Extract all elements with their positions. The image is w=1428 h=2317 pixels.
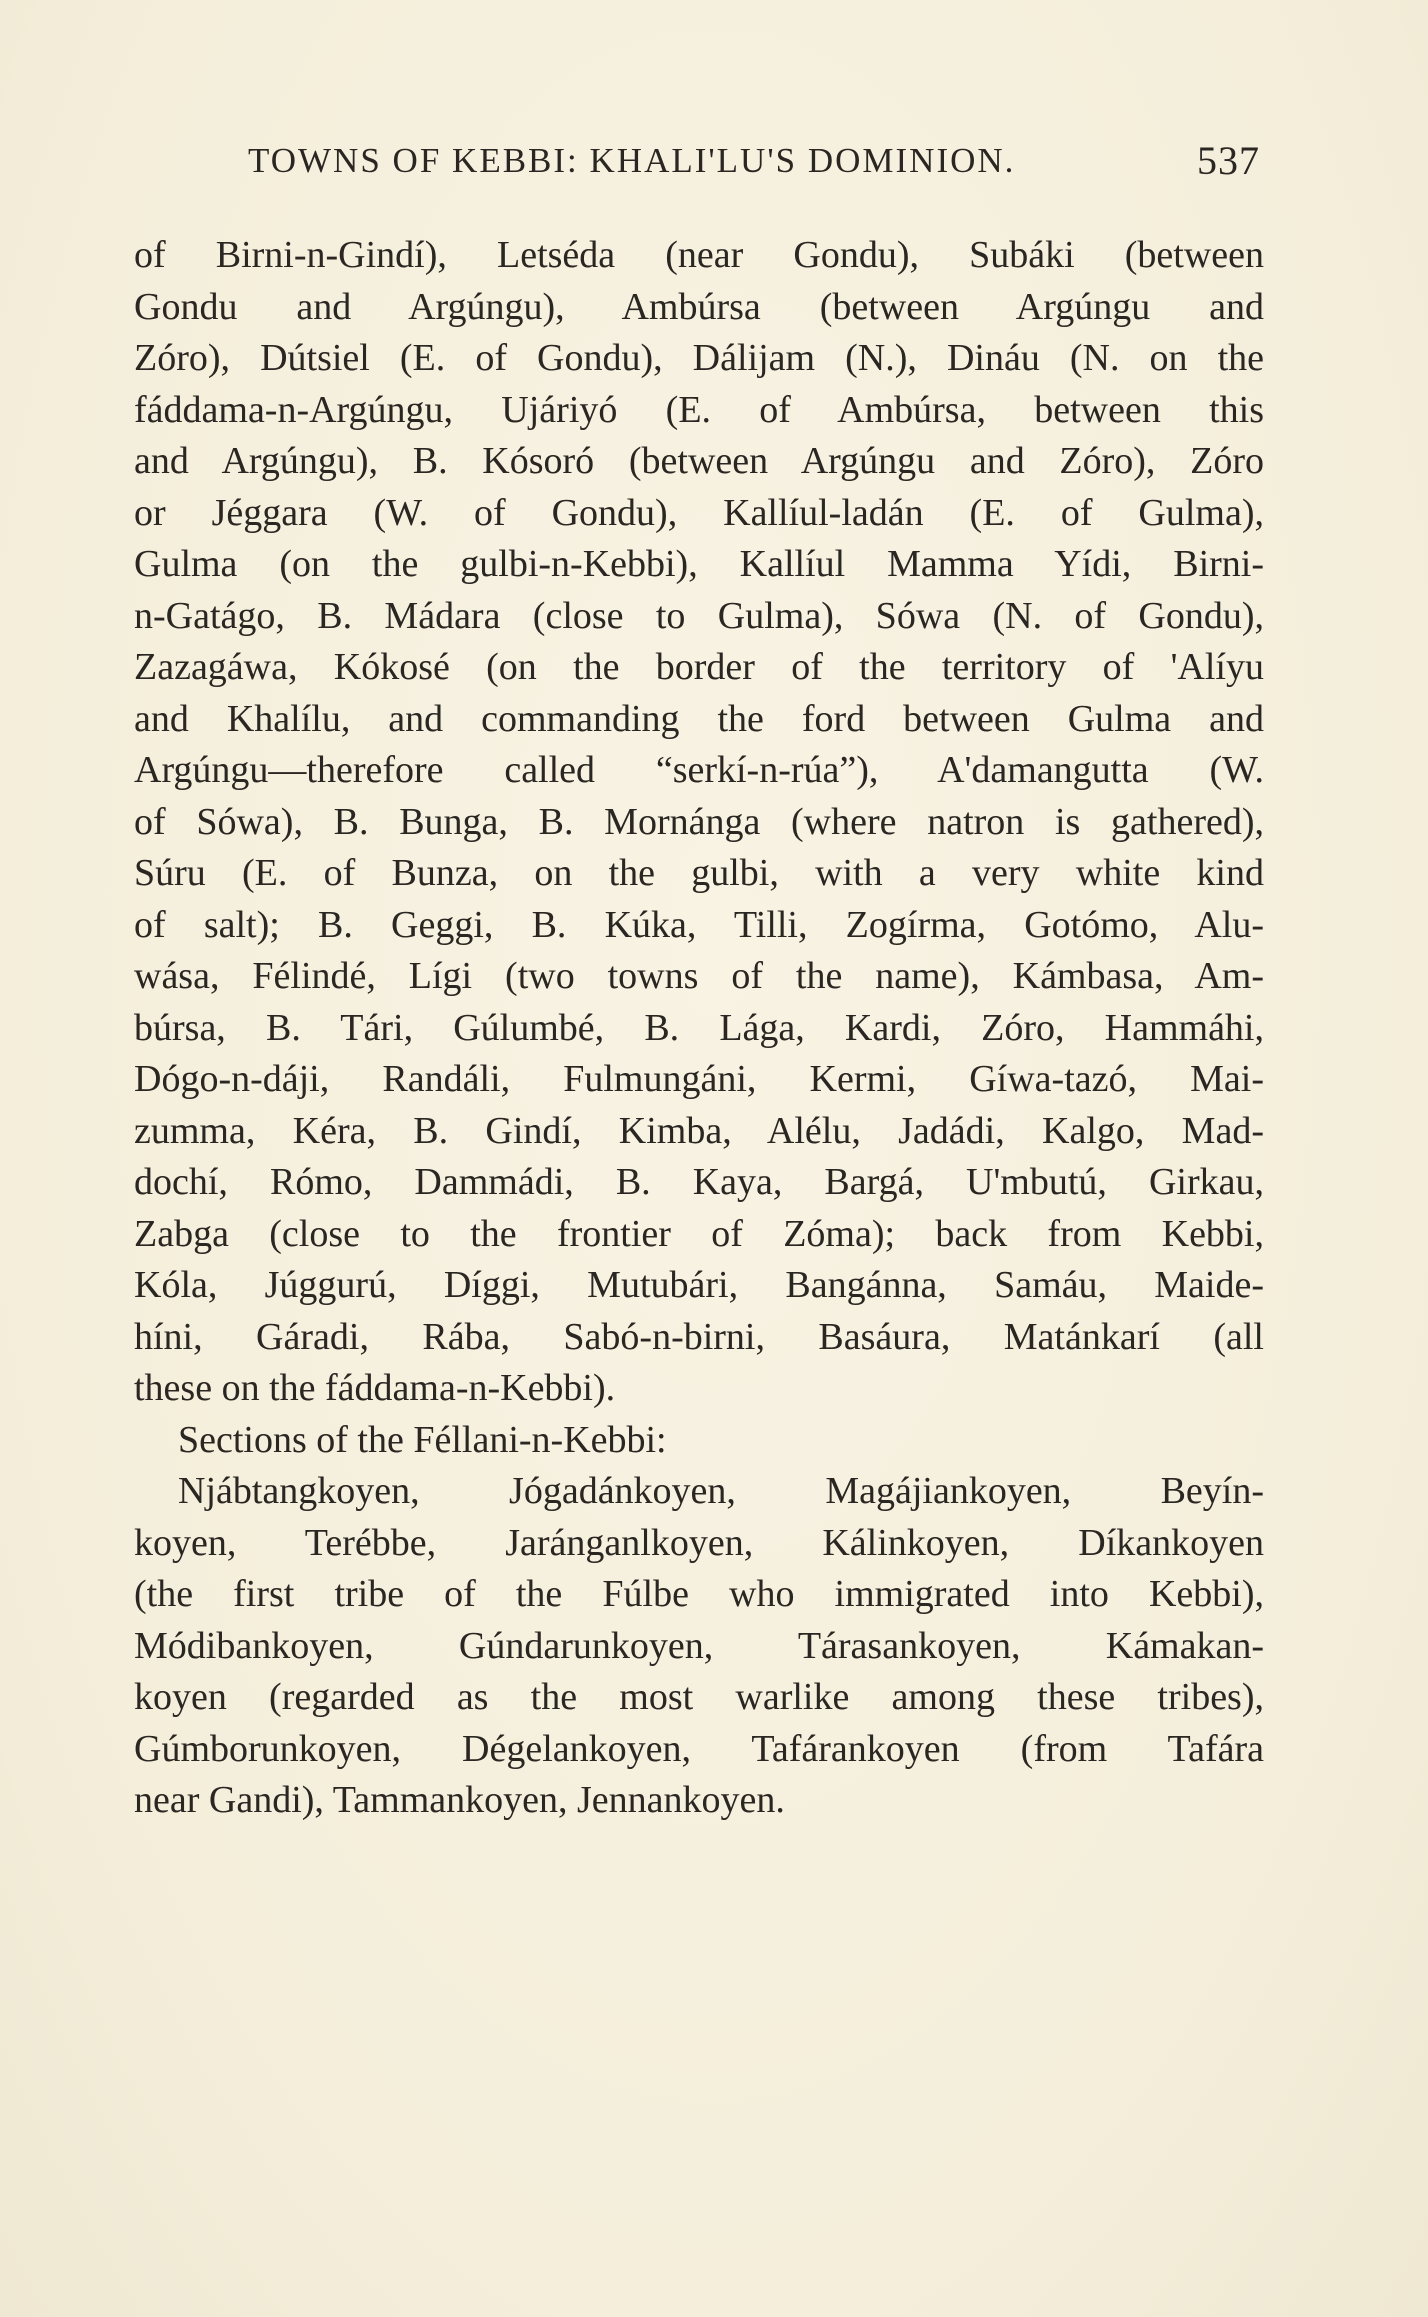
section-heading: Sections of the Féllani-n-Kebbi:: [178, 1418, 667, 1461]
text-line: Zabga (close to the frontier of Zóma); back from Kebbi,: [134, 1212, 1264, 1255]
page-number: 537: [1197, 138, 1260, 183]
text-line: n-Gatágo, B. Mádara (close to Gulma), Sówa (N. of Gondu),: [134, 594, 1264, 637]
text-line: of salt); B. Geggi, B. Kúka, Tilli, Zogírma, Gotómo, Alu-: [134, 903, 1264, 946]
paragraph-end-line: these on the fáddama-n-Kebbi).: [134, 1367, 616, 1409]
text-line: zumma, Kéra, B. Gindí, Kimba, Alélu, Jadádi, Kalgo, Mad-: [134, 1109, 1264, 1152]
text-line: dochí, Rómo, Dammádi, B. Kaya, Bargá, U'mbutú, Girkau,: [134, 1161, 1264, 1203]
text-line: fáddama-n-Argúngu, Ujáriyó (E. of Ambúrsa, between this: [134, 388, 1264, 431]
text-line: and Argúngu), B. Kósoró (between Argúngu and Zóro), Zóro: [134, 440, 1264, 482]
text-line: (the first tribe of the Fúlbe who immigrated into Kebbi),: [134, 1573, 1264, 1615]
text-line: wása, Félindé, Lígi (two towns of the name), Kámbasa, Am-: [134, 955, 1264, 997]
text-line: of Sówa), B. Bunga, B. Mornánga (where natron is gathered),: [134, 800, 1264, 843]
text-line: Njábtangkoyen, Jógadánkoyen, Magájiankoyen, Beyín-: [178, 1470, 1264, 1512]
text-line: of Birni-n-Gindí), Letséda (near Gondu), Subáki (between: [134, 234, 1264, 276]
text-line: or Jéggara (W. of Gondu), Kallíul-ladán (E. of Gulma),: [134, 491, 1264, 534]
text-line: and Khalílu, and commanding the ford between Gulma and: [134, 697, 1264, 740]
text-line: Argúngu—therefore called “serkí-n-rúa”), A'damangutta (W.: [134, 749, 1264, 791]
text-line: Gondu and Argúngu), Ambúrsa (between Argúngu and: [134, 285, 1264, 328]
text-line: Dógo-n-dáji, Randáli, Fulmungáni, Kermi, Gíwa-tazó, Mai-: [134, 1058, 1264, 1100]
text-line: Módibankoyen, Gúndarunkoyen, Tárasankoyen, Kámakan-: [134, 1624, 1264, 1667]
text-line: koyen, Terébbe, Jaránganlkoyen, Kálinkoyen, Díkankoyen: [134, 1521, 1264, 1564]
text-line: koyen (regarded as the most warlike among these tribes),: [134, 1676, 1264, 1718]
text-line: Gulma (on the gulbi-n-Kebbi), Kallíul Mamma Yídi, Birni-: [134, 543, 1264, 585]
text-line: Súru (E. of Bunza, on the gulbi, with a very white kind: [134, 852, 1264, 894]
text-line: búrsa, B. Tári, Gúlumbé, B. Lága, Kardi, Zóro, Hammáhi,: [134, 1006, 1264, 1049]
running-title: TOWNS OF KEBBI: KHALI'LU'S DOMINION.: [248, 141, 1016, 180]
paragraph-end-line: near Gandi), Tammankoyen, Jennankoyen.: [134, 1779, 785, 1821]
text-line: Zazagáwa, Kókosé (on the border of the territory of 'Alíyu: [134, 646, 1264, 688]
text-line: Kóla, Júggurú, Díggi, Mutubári, Bangánna, Samáu, Maide-: [134, 1264, 1264, 1306]
text-line: Gúmborunkoyen, Dégelankoyen, Tafárankoyen (from Tafára: [134, 1727, 1264, 1770]
text-line: Zóro), Dútsiel (E. of Gondu), Dálijam (N.), Dináu (N. on the: [134, 337, 1264, 379]
running-header: [248, 136, 1260, 186]
body-text: [134, 230, 1264, 1827]
text-line: híni, Gáradi, Rába, Sabó-n-birni, Basáura, Matánkarí (all: [134, 1315, 1264, 1358]
